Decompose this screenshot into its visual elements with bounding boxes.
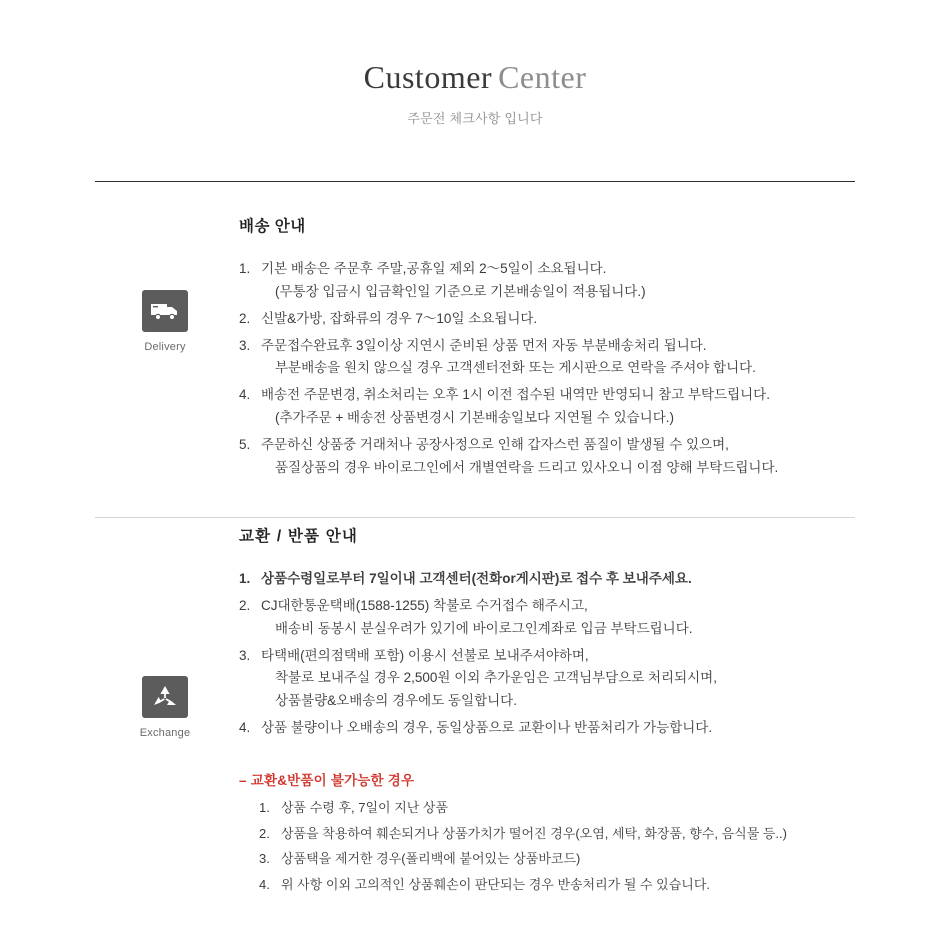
list-item-text: 상품택을 제거한 경우(폴리백에 붙어있는 상품바코드) xyxy=(281,851,581,867)
divider-top xyxy=(95,181,855,182)
page-header xyxy=(0,0,950,127)
list-item-number: 2. xyxy=(239,310,251,326)
return-not-allowed-title-text: 교환&반품이 불가능한 경우 xyxy=(250,773,415,789)
list-item xyxy=(239,848,890,870)
list-item-text: 상품을 착용하여 훼손되거나 상품가치가 떨어진 경우(오염, 세탁, 화장품, 향수, 음식물 등..) xyxy=(281,825,787,841)
return-not-allowed-list xyxy=(239,797,890,895)
recycle-icon xyxy=(142,676,188,718)
list-item-subtext: 품질상품의 경우 바이로그인에서 개별연락을 드리고 있사오니 이점 양해 부탁드립니다. xyxy=(275,459,779,475)
list-item-text: 상품 수령 후, 7일이 지난 상품 xyxy=(281,800,449,816)
list-item xyxy=(239,308,890,330)
list-item-number: 2. xyxy=(259,825,270,841)
delivery-icon-caption: Delivery xyxy=(144,341,186,353)
list-item-subtext: 부분배송을 원치 않으실 경우 고객센터전화 또는 게시판으로 연락을 주셔야 합니다. xyxy=(275,360,756,376)
list-item-text: 상품수령일로부터 7일이내 고객센터(전화or게시판)로 접수 후 보내주세요. xyxy=(261,571,692,586)
list-item xyxy=(239,823,890,845)
list-item-number: 4. xyxy=(239,387,251,403)
delivery-list xyxy=(239,258,890,479)
list-item-subtext: 착불로 보내주실 경우 2,500원 이외 추가운임은 고객님부담으로 처리되시며, xyxy=(275,670,717,686)
page-title-word-customer: Customer xyxy=(363,59,493,95)
exchange-heading: 교환 / 반품 안내 xyxy=(239,528,359,545)
exchange-icon-column xyxy=(95,524,235,739)
list-item-number: 4. xyxy=(239,720,251,736)
list-item-text: 배송전 주문변경, 취소처리는 오후 1시 이전 접수된 내역만 반영되니 참고 부탁드립니다. xyxy=(261,387,770,403)
list-item xyxy=(239,874,890,896)
list-item-text: CJ대한통운택배(1588-1255) 착불로 수거접수 해주시고, xyxy=(261,597,588,613)
list-item xyxy=(239,258,890,303)
list-item-subtext: 배송비 동봉시 분실우려가 있기에 바이로그인계좌로 입금 부탁드립니다. xyxy=(275,620,693,636)
list-item-text: 타택배(편의점택배 포함) 이용시 선불로 보내주셔야하며, xyxy=(261,647,589,663)
list-item xyxy=(239,645,890,713)
page-subtitle: 주문전 체크사항 입니다 xyxy=(407,111,543,127)
list-item xyxy=(239,434,890,479)
list-item-subtext: (추가주문 + 배송전 상품변경시 기본배송일보다 지연될 수 있습니다.) xyxy=(275,410,674,426)
list-item-number: 3. xyxy=(239,647,251,663)
delivery-icon-column xyxy=(95,214,235,353)
delivery-body xyxy=(235,214,890,484)
list-item-text: 주문하신 상품중 거래처나 공장사정으로 인해 갑자스런 품질이 발생될 수 있으며, xyxy=(261,437,729,453)
page-title-word-center: Center xyxy=(498,59,587,95)
list-item-number: 2. xyxy=(239,597,251,613)
list-item xyxy=(239,797,890,819)
list-item-subtext: (무통장 입금시 입금확인일 기준으로 기본배송일이 적용됩니다.) xyxy=(275,283,646,299)
list-item-number: 1. xyxy=(239,261,251,276)
exchange-body xyxy=(235,524,890,899)
list-item-text: 기본 배송은 주문후 주말,공휴일 제외 2〜5일이 소요됩니다. xyxy=(261,261,607,276)
dash-marker: – xyxy=(239,773,247,789)
list-item-text: 주문접수완료후 3일이상 지연시 준비된 상품 먼저 자동 부분배송처리 됩니다. xyxy=(261,337,707,353)
return-not-allowed-block xyxy=(239,769,890,895)
list-item xyxy=(239,335,890,380)
list-item-text: 위 사항 이외 고의적인 상품훼손이 판단되는 경우 반송처리가 될 수 있습니다. xyxy=(281,876,711,892)
list-item xyxy=(239,384,890,429)
return-not-allowed-title xyxy=(239,769,890,789)
list-item xyxy=(239,568,890,590)
delivery-truck-icon xyxy=(142,290,188,332)
page-title xyxy=(0,58,950,96)
delivery-heading: 배송 안내 xyxy=(239,218,306,235)
exchange-section xyxy=(95,524,890,899)
list-item-number: 4. xyxy=(259,876,270,892)
delivery-section xyxy=(95,214,890,484)
list-item-number: 1. xyxy=(259,800,270,816)
list-item-text: 상품 불량이나 오배송의 경우, 동일상품으로 교환이나 반품처리가 가능합니다. xyxy=(261,720,713,736)
exchange-icon-caption: Exchange xyxy=(139,727,191,739)
list-item-number: 5. xyxy=(239,437,251,453)
list-item-subtext: 상품불량&오배송의 경우에도 동일합니다. xyxy=(275,693,517,709)
list-item xyxy=(239,717,890,739)
list-item-text: 신발&가방, 잡화류의 경우 7〜10일 소요됩니다. xyxy=(261,310,538,326)
list-item xyxy=(239,595,890,640)
exchange-list xyxy=(239,568,890,739)
divider-middle xyxy=(95,517,855,518)
list-item-number: 1. xyxy=(239,571,251,586)
list-item-number: 3. xyxy=(259,851,270,867)
list-item-number: 3. xyxy=(239,337,251,353)
